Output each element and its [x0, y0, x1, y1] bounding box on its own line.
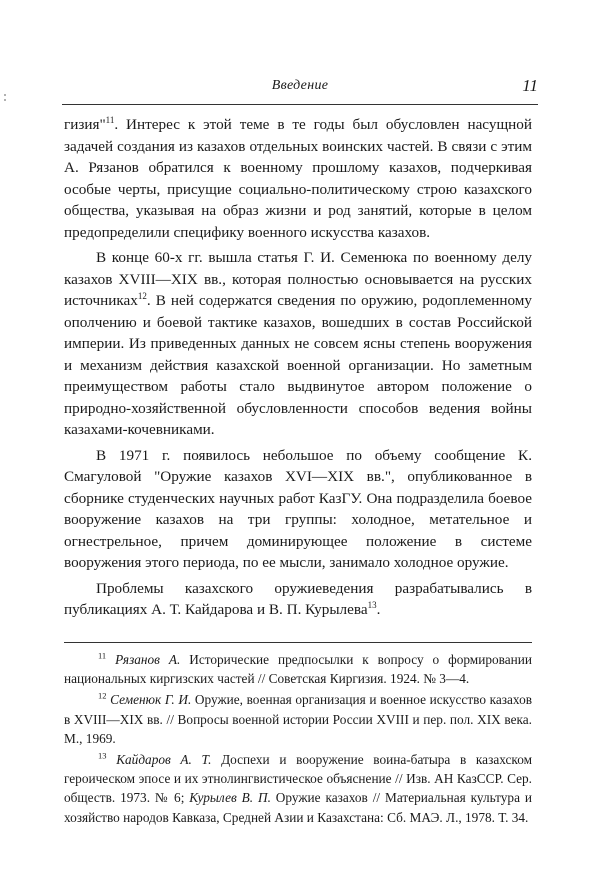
paragraph-2-text: В конце 60-х гг. вышла статья Г. И. Семенюка по военному делу казахов XVIII—XIX вв., которая полностью основывается на русских источниках	[64, 249, 532, 309]
header-rule	[62, 104, 538, 105]
footnote-ref-12[interactable]: 12	[137, 290, 147, 301]
footnote-author: Семенюк Г. И.	[110, 692, 192, 708]
footnote-number: 11	[98, 650, 107, 661]
footnote-ref-13[interactable]: 13	[367, 599, 377, 610]
page-header	[62, 76, 538, 100]
paragraph-4	[64, 578, 532, 621]
paragraph-4-rest: .	[376, 601, 381, 618]
scan-margin-marks	[4, 94, 10, 104]
footnote-text: Исторические предпосылки к вопросу о формировании национальных киргизских частей // Советская Киргизия. 1924. № 3—4.	[64, 652, 532, 687]
paragraph-2	[64, 247, 532, 441]
paragraph-3-text: В 1971 г. появилось небольшое по объему сообщение К. Смагуловой "Оружие казахов XVI—XIX вв.", опубликованное в сборнике студенческих научных работ КазГУ. Она подразделила боевое вооружение казахов на три группы: холодное, метательное и огнестрельное, причем доминирующее положение в системе вооружения этого периода, по ее мысли, занимало холодное оружие.	[64, 446, 532, 571]
paragraph-2-rest: . В ней содержатся сведения по оружию, родоплеменному ополчению и боевой тактике казахов, вошедших в состав Российской империи. Из приведенных данных не совсем ясны степень вооружения и механизм действия казахской военной организации. Но заметным преимуществом работы стало выдвинутое автором положение о природно-хозяйственной обусловленности способов ведения войны казахами-кочевниками.	[64, 292, 532, 438]
footnote-13	[64, 750, 532, 827]
page-number: 11	[522, 76, 538, 95]
paragraph-3	[64, 445, 532, 574]
footnote-text: Оружие, военная организация и военное искусство казахов в XVIII—XIX вв. // Вопросы военной истории России XVIII и пер. пол. XIX века. М., 1969.	[64, 692, 532, 746]
paragraph-4-text: Проблемы казахского оружиеведения разрабатывались в публикациях А. Т. Кайдарова и В. П. Курылева	[64, 579, 532, 618]
paragraph-1	[64, 114, 532, 243]
footnote-number: 12	[98, 690, 107, 701]
footnote-text: Доспехи и вооружение воина-батыра в казахском героическом эпосе и их этнолингвистическое объяснение // Изв. АН КазССР. Сер. обществ. 1973. № 6;	[64, 752, 532, 806]
footnote-text-2: Оружие казахов // Материальная культура и хозяйство народов Кавказа, Средней Азии и Казахстана: Сб. МАЭ. Л., 1978. Т. 34.	[64, 790, 532, 825]
footnote-author: Рязанов А.	[115, 652, 181, 667]
main-text	[64, 114, 532, 621]
footnotes	[64, 650, 532, 827]
paragraph-1-rest: . Интерес к этой теме в те годы был обусловлен насущной задачей создания из казахов отдельных воинских частей. В связи с этим А. Рязанов обратился к военному прошлому казахов, подчеркивая особые черты, присущие социально-политическому строю казахского общества, указывая на образ жизни и род занятий, которые в целом предопределили специфику военного искусства казахов.	[64, 116, 532, 241]
running-title: Введение	[271, 78, 329, 93]
footnote-ref-11[interactable]: 11	[105, 114, 115, 125]
footnote-rule	[64, 642, 532, 643]
footnote-number: 13	[98, 750, 107, 761]
footnote-11	[64, 650, 532, 688]
footnote-12	[64, 690, 532, 748]
footnote-author-2: Курылев В. П.	[189, 790, 271, 806]
footnote-author: Кайдаров А. Т.	[116, 752, 212, 768]
paragraph-1-text: гизия"	[64, 116, 106, 133]
